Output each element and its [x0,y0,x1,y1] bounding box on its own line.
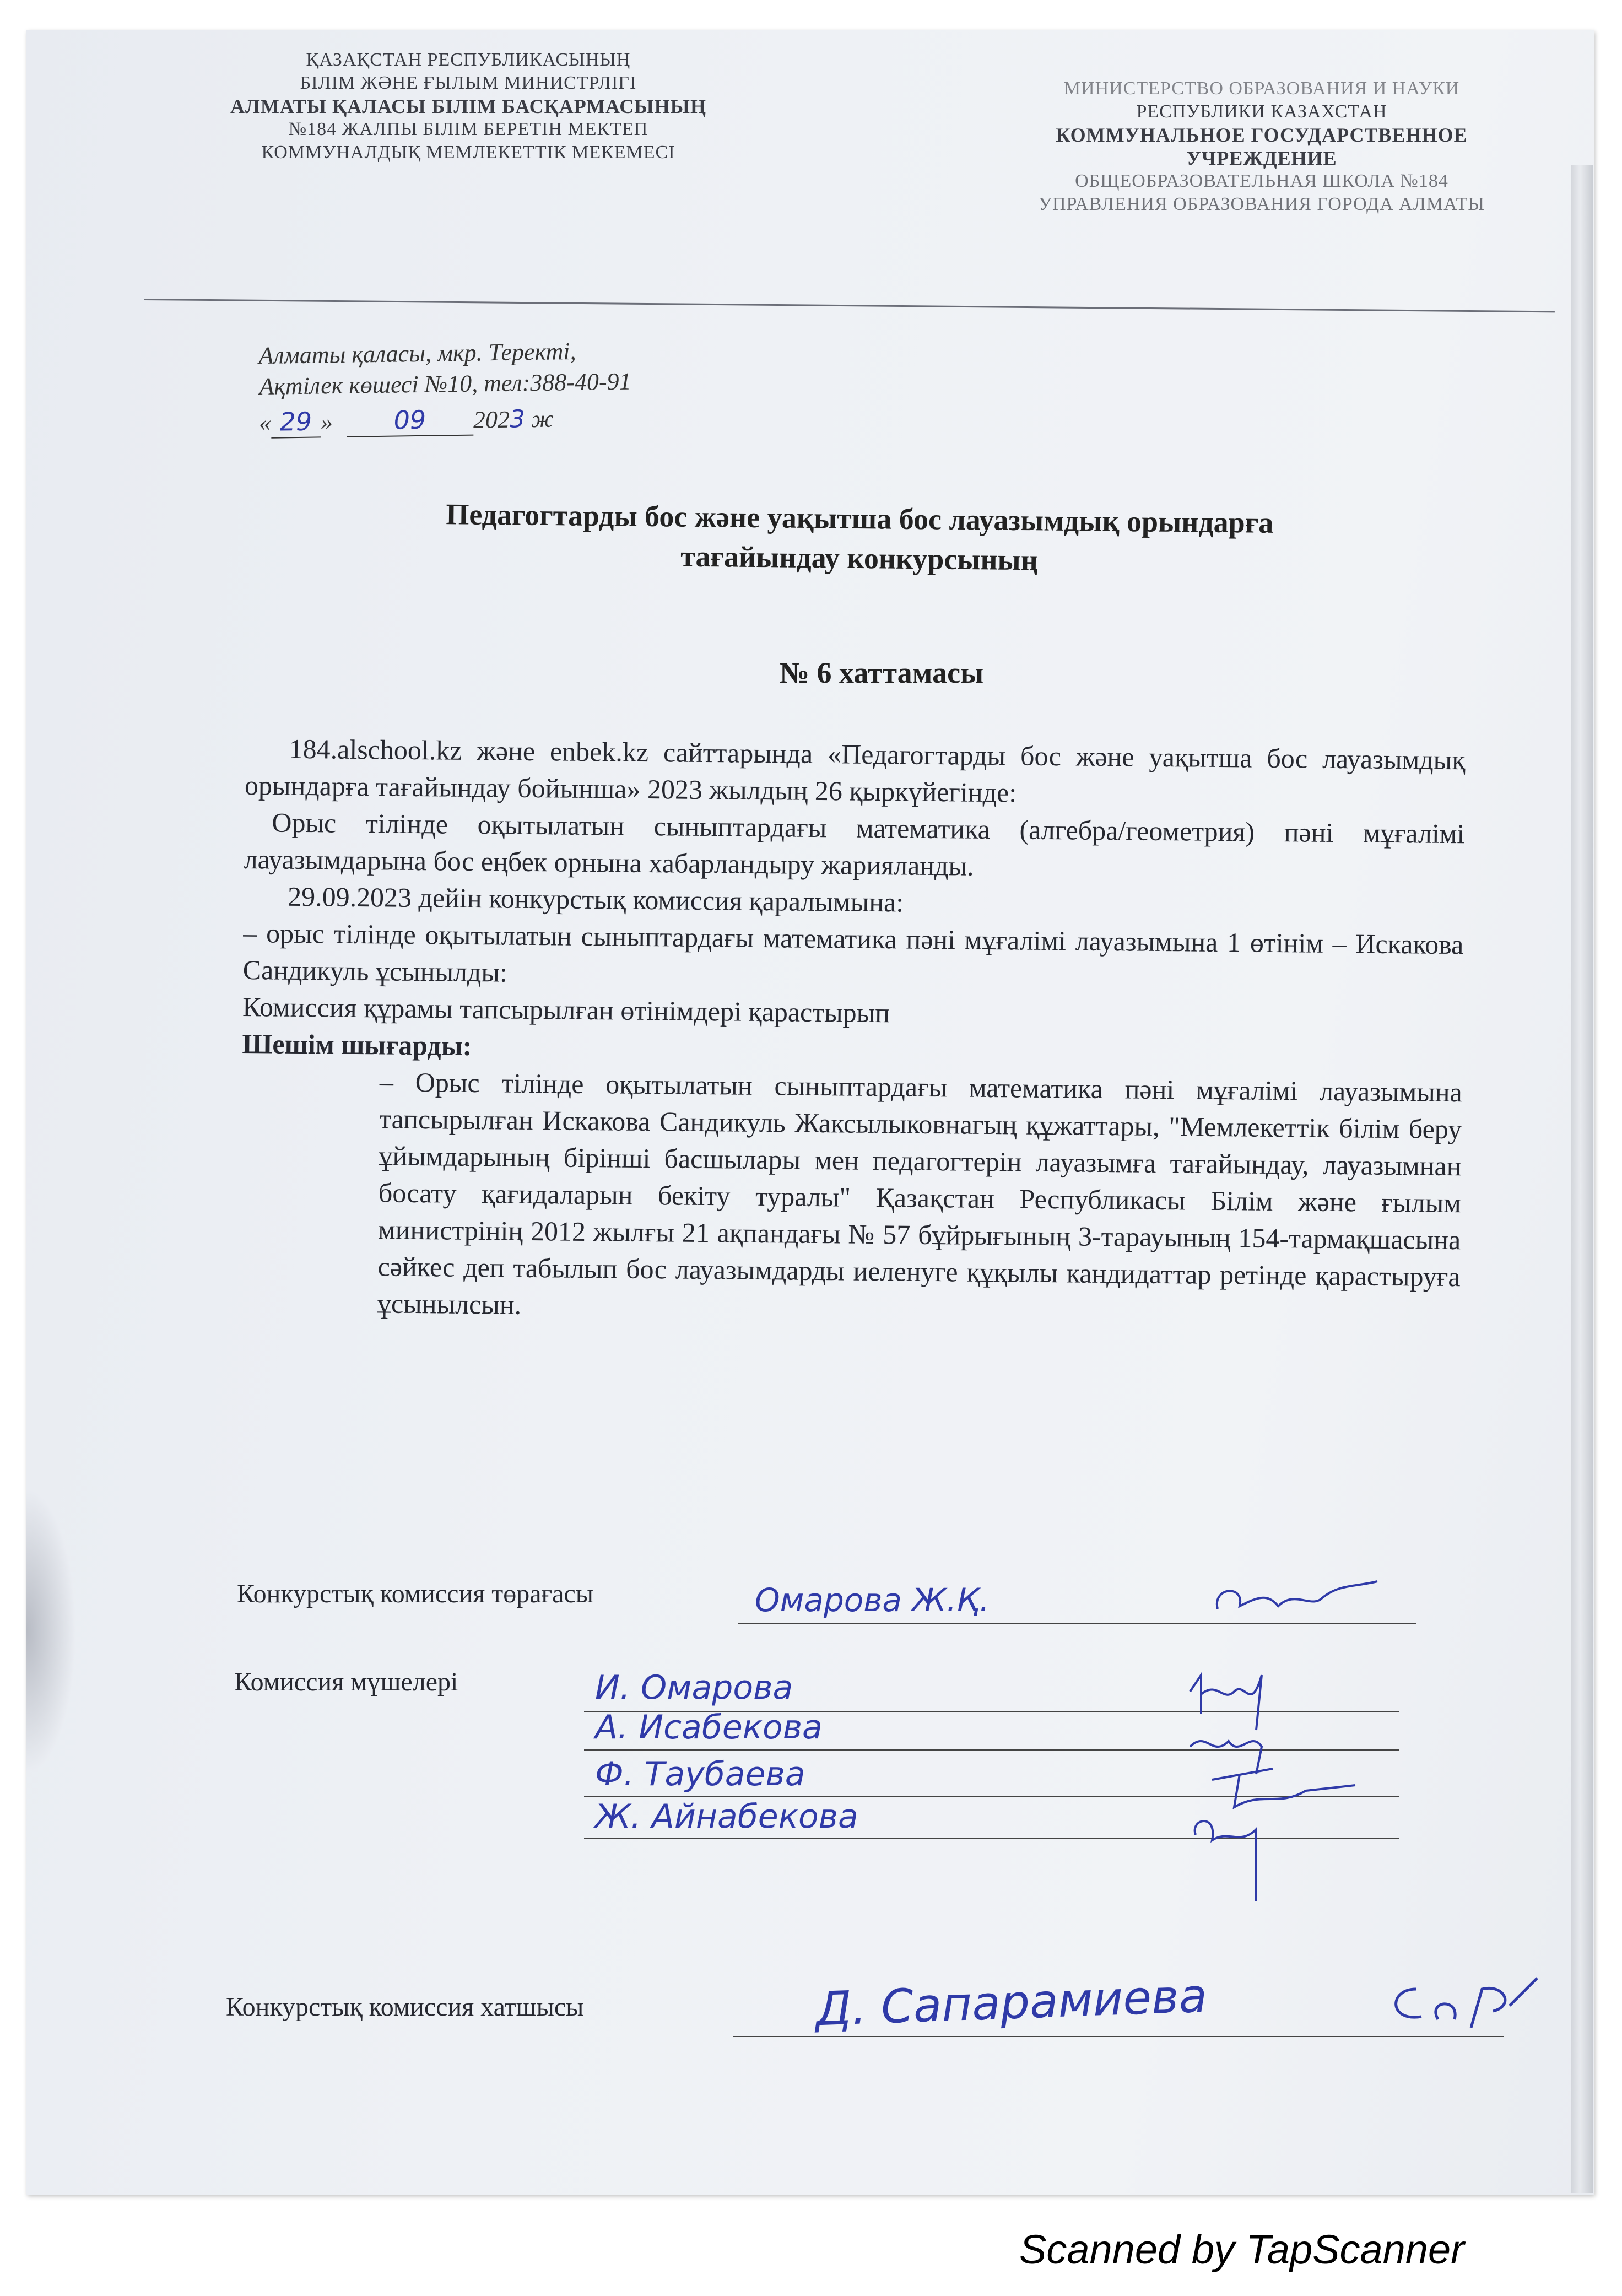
document-title [286,493,1432,584]
header-left-line1: ҚАЗАҚСТАН РЕСПУБЛИКАСЫНЫҢ [306,50,631,70]
chair-label: Конкурстық комиссия төрағасы [237,1579,594,1608]
body-para2: Орыс тілінде оқытылатын сыныптардағы математика (алгебра/геометрия) пәні мұғалімі лауазымдарына бос еңбек орнына хабарландыру жарияланды. [244,807,1465,882]
body-para3: 29.09.2023 дейін конкурстық комиссия қаралымына: [287,880,904,918]
page-edge-shadow [1571,165,1593,2193]
decision-text: – Орыс тілінде оқытылатын сыныптардағы математика пәні мұғалімі лауазымына тапсырылған Искакова Сандикуль Жаксылыковнагың құжаттары, "Мемлекеттік білім беру ұйымдарының бірінші басшылары мен педагогтерін лауазымға тағайындау, лауазымнан босату қағидаларын бекіту туралы" Қазақстан Республикасы Білім және ғылым министрінің 2012 жылғы 21 ақпандағы № 57 бұйрығының 3-тарауының 154-тармақшасына сәйкес деп табылып бос лауазымдарды иеленуге құқылы кандидаттар ретінде қарастыруға ұсынылсын. [377,1066,1463,1320]
header-left [187,48,749,164]
secretary-signature [1377,1967,1543,2039]
date-open-quote: « [258,409,272,436]
address-line1: Алматы қаласы, мкр. Теректі, [258,337,576,370]
body-para4: – орыс тілінде оқытылатын сыныптардағы математика пәні мұғалімі лауазымына 1 өтінім – Искакова Сандикуль ұсынылды: [242,917,1464,988]
date-year-prefix: 202 [473,406,510,434]
date-day: 29 [271,406,321,438]
header-left-line2: БІЛІМ ЖӘНЕ ҒЫЛЫМ МИНИСТРЛІГІ [300,73,637,93]
secretary-label: Конкурстық комиссия хатшысы [226,1992,584,2022]
decision-heading: Шешім шығарды: [242,1028,472,1061]
date-month: 09 [347,404,474,437]
date-year-suffix: 3 [509,405,526,434]
header-right-line4: УЧРЕЖДЕНИЕ [1186,147,1337,169]
member-name-1: И. Омарова [595,1668,793,1707]
members-label: Комиссия мүшелері [234,1667,458,1697]
header-left-line4: №184 ЖАЛПЫ БІЛІМ БЕРЕТІН МЕКТЕП [288,119,648,139]
member-name-4: Ж. Айнабекова [595,1797,858,1836]
body-para5: Комиссия құрамы тапсырылған өтінімдері қарастырып [242,991,890,1029]
chair-name: Омарова Ж.Қ. [755,1581,990,1619]
date-suffix: ж [531,405,554,433]
member-name-2: А. Исабекова [595,1708,823,1747]
header-right-line1: МИНИСТЕРСТВО ОБРАЗОВАНИЯ И НАУКИ [1063,78,1460,99]
protocol-number: № 6 хаттамасы [779,656,984,689]
header-right-line5: ОБЩЕОБРАЗОВАТЕЛЬНАЯ ШКОЛА №184 [1075,171,1448,191]
member-name-3: Ф. Таубаева [595,1755,805,1793]
secretary-name: Д. Сапарамиева [814,1968,1208,2036]
scanner-watermark: Scanned by TapScanner [1019,2227,1464,2272]
title-line2: тағайындау конкурсының [680,539,1039,577]
title-line1: Педагогтарды бос және уақытша бос лауазымдық орындарға [446,498,1274,539]
header-left-line5: КОММУНАЛДЫҚ МЕМЛЕКЕТТІК МЕКЕМЕСІ [261,142,675,163]
member-signatures [1179,1664,1377,1906]
header-right-line2: РЕСПУБЛИКИ КАЗАХСТАН [1136,101,1387,122]
finger-shadow [26,1488,76,1774]
body-para1: 184.alschool.kz және enbek.kz сайттарында «Педагогтарды бос және уақытша бос лауазымдық орындарға тағайындау бойынша» 2023 жылдың 26 қыркүйегінде: [244,733,1466,808]
chair-signature [1207,1576,1388,1625]
header-left-line3: АЛМАТЫ ҚАЛАСЫ БІЛІМ БАСҚАРМАСЫНЫҢ [230,95,706,117]
header-right [981,77,1543,216]
header-right-line3: КОММУНАЛЬНОЕ ГОСУДАРСТВЕННОЕ [1056,124,1468,146]
address [258,336,631,402]
body-text [240,730,1466,1332]
header-right-line6: УПРАВЛЕНИЯ ОБРАЗОВАНИЯ ГОРОДА АЛМАТЫ [1038,194,1485,214]
address-line2: Ақтілек көшесі №10, тел:388-40-91 [259,368,631,400]
date-close-quote: » [320,408,333,436]
document-date [259,401,656,440]
